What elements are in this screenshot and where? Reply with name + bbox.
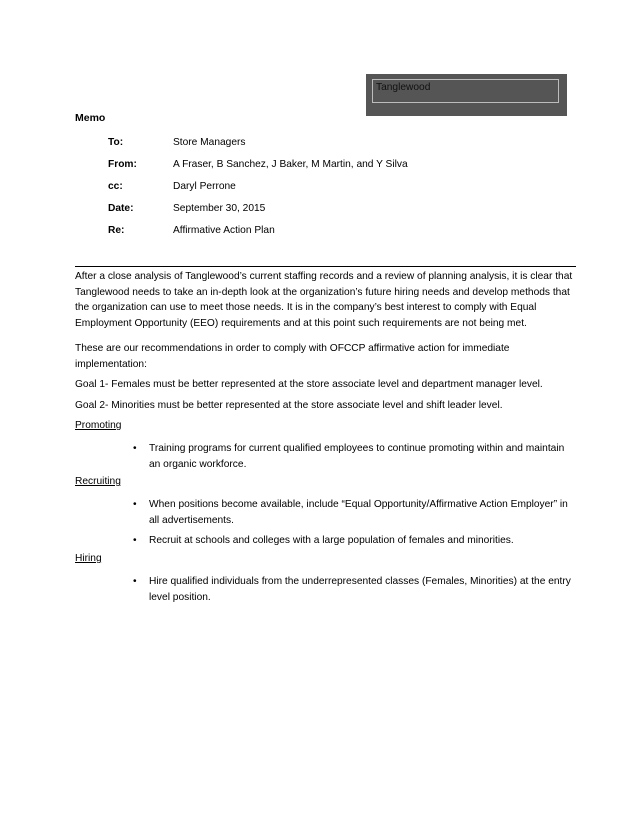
list-item-text: Training programs for current qualified employees to continue promoting within and maintain an organic workforce. xyxy=(149,443,565,470)
list-item-text: When positions become available, include “Equal Opportunity/Affirmative Action Employer” in all advertisements. xyxy=(149,499,568,526)
field-value-to: Store Managers xyxy=(173,137,246,148)
bullet-icon: • xyxy=(133,499,137,510)
goal-1: Goal 1- Females must be better represented at the store associate level and department manager level. xyxy=(75,379,543,390)
recommendations-paragraph: These are our recommendations in order to comply with OFCCP affirmative action for immediate implementation: xyxy=(75,343,510,370)
bullet-icon: • xyxy=(133,443,137,454)
section-heading-recruiting: Recruiting xyxy=(75,476,121,487)
section-heading-hiring: Hiring xyxy=(75,553,102,564)
company-name: Tanglewood xyxy=(376,82,431,93)
field-label-cc: cc: xyxy=(108,181,123,192)
header-divider xyxy=(75,266,576,267)
intro-paragraph: After a close analysis of Tanglewood’s current staffing records and a review of planning analysis, it is clear that Tanglewood needs to take an in-depth look at the organization’s future hiring needs and develop methods that the organization can use to meet those needs. It is in the company’s best interest to comply with Equal Employment Opportunity (EEO) requirements and at this point such requirements are not being met. xyxy=(75,271,573,329)
field-label-date: Date: xyxy=(108,203,134,214)
goal-2: Goal 2- Minorities must be better represented at the store associate level and shift leader level. xyxy=(75,400,503,411)
field-label-re: Re: xyxy=(108,225,125,236)
field-value-from: A Fraser, B Sanchez, J Baker, M Martin, and Y Silva xyxy=(173,159,408,170)
company-header-box xyxy=(366,74,567,116)
memo-title: Memo xyxy=(75,112,106,124)
list-item-text: Hire qualified individuals from the underrepresented classes (Females, Minorities) at the entry level position. xyxy=(149,576,571,603)
list-item-text: Recruit at schools and colleges with a large population of females and minorities. xyxy=(149,535,514,546)
section-heading-promoting: Promoting xyxy=(75,420,122,431)
field-label-from: From: xyxy=(108,159,137,170)
bullet-icon: • xyxy=(133,576,137,587)
field-value-re: Affirmative Action Plan xyxy=(173,225,275,236)
field-label-to: To: xyxy=(108,137,124,148)
bullet-icon: • xyxy=(133,535,137,546)
field-value-cc: Daryl Perrone xyxy=(173,181,236,192)
field-value-date: September 30, 2015 xyxy=(173,203,266,214)
